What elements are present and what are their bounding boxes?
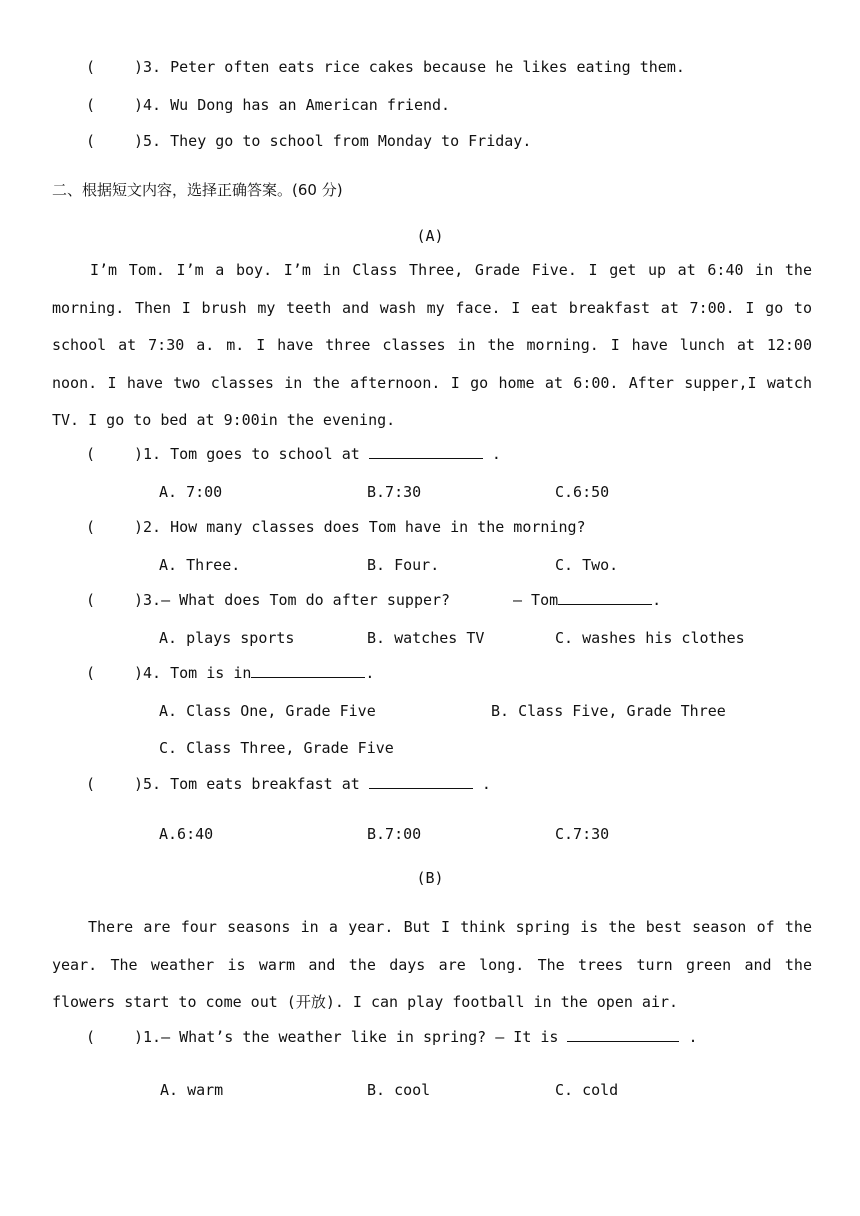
option-a: A. warm [160, 1081, 224, 1099]
option-a: A. Three. [159, 556, 241, 574]
answer-blank [251, 663, 365, 678]
answer-blank [369, 444, 483, 459]
option-b: B. cool [367, 1081, 431, 1099]
question-text: )5. They go to school from Monday to Friday. [134, 132, 532, 150]
question-prompt: )4. Tom is in [134, 664, 252, 682]
passage-label: (A) [416, 227, 444, 245]
answer-paren: ( [86, 445, 96, 463]
question-end: . [482, 445, 501, 463]
answer-prefix: — Tom [513, 591, 559, 609]
question-text [134, 1027, 698, 1047]
question-text: )3. Peter often eats rice cakes because he likes eating them. [134, 58, 685, 76]
question-end: . [365, 664, 375, 682]
option-b: B.7:00 [367, 825, 422, 843]
option-b: B. watches TV [367, 629, 485, 647]
answer-paren: ( [86, 96, 96, 114]
question-end: . [472, 775, 491, 793]
answer-paren: ( [86, 664, 96, 682]
question-end: . [652, 591, 662, 609]
option-a: A.6:40 [159, 825, 214, 843]
answer-paren: ( [86, 132, 96, 150]
question-text [134, 774, 491, 794]
option-b: B. Four. [367, 556, 440, 574]
option-b: B.7:30 [367, 483, 422, 501]
question-prompt: )1. Tom goes to school at [134, 445, 369, 463]
question-prompt: )5. Tom eats breakfast at [134, 775, 369, 793]
question-prompt: )1.— What’s the weather like in spring? — It is [134, 1028, 568, 1046]
question-text [134, 663, 374, 683]
passage-label: (B) [416, 869, 444, 887]
option-a: A. Class One, Grade Five [159, 702, 376, 720]
answer-blank [558, 590, 652, 605]
answer-paren: ( [86, 591, 96, 609]
answer-prompt [513, 590, 661, 610]
question-end: . [679, 1028, 698, 1046]
question-text [134, 444, 501, 464]
option-c: C. Class Three, Grade Five [159, 739, 394, 757]
answer-paren: ( [86, 58, 96, 76]
option-a: A. 7:00 [159, 483, 223, 501]
option-c: C. Two. [555, 556, 619, 574]
option-b: B. Class Five, Grade Three [491, 702, 726, 720]
section-title: 二、根据短文内容，选择正确答案。(60 分) [52, 181, 343, 199]
answer-paren: ( [86, 518, 96, 536]
passage-text: There are four seasons in a year. But I think spring is the best season of the year. The weather is warm and the days are long. The trees turn green and the flowers start to come out (开放). I can play football in the open air. [52, 918, 812, 1012]
option-c: C.7:30 [555, 825, 610, 843]
option-c: C. cold [555, 1081, 619, 1099]
option-a: A. plays sports [159, 629, 295, 647]
answer-blank [369, 774, 473, 789]
answer-paren: ( [86, 775, 96, 793]
question-text: )2. How many classes does Tom have in the morning? [134, 518, 586, 536]
answer-paren: ( [86, 1028, 96, 1046]
question-text: )4. Wu Dong has an American friend. [134, 96, 451, 114]
option-c: C. washes his clothes [555, 629, 745, 647]
answer-blank [567, 1027, 679, 1042]
option-c: C.6:50 [555, 483, 610, 501]
passage-text: I’m Tom. I’m a boy. I’m in Class Three, Grade Five. I get up at 6:40 in the morning. Then I brush my teeth and wash my face. I eat breakfast at 7:00. I go to school at 7:30 a. m. I have three classes in the morning. I have lunch at 12:00 noon. I have two classes in the afternoon. I go home at 6:00. After supper,I watch TV. I go to bed at 9:00in the evening. [52, 261, 812, 430]
question-text: )3.— What does Tom do after supper? [134, 591, 451, 609]
